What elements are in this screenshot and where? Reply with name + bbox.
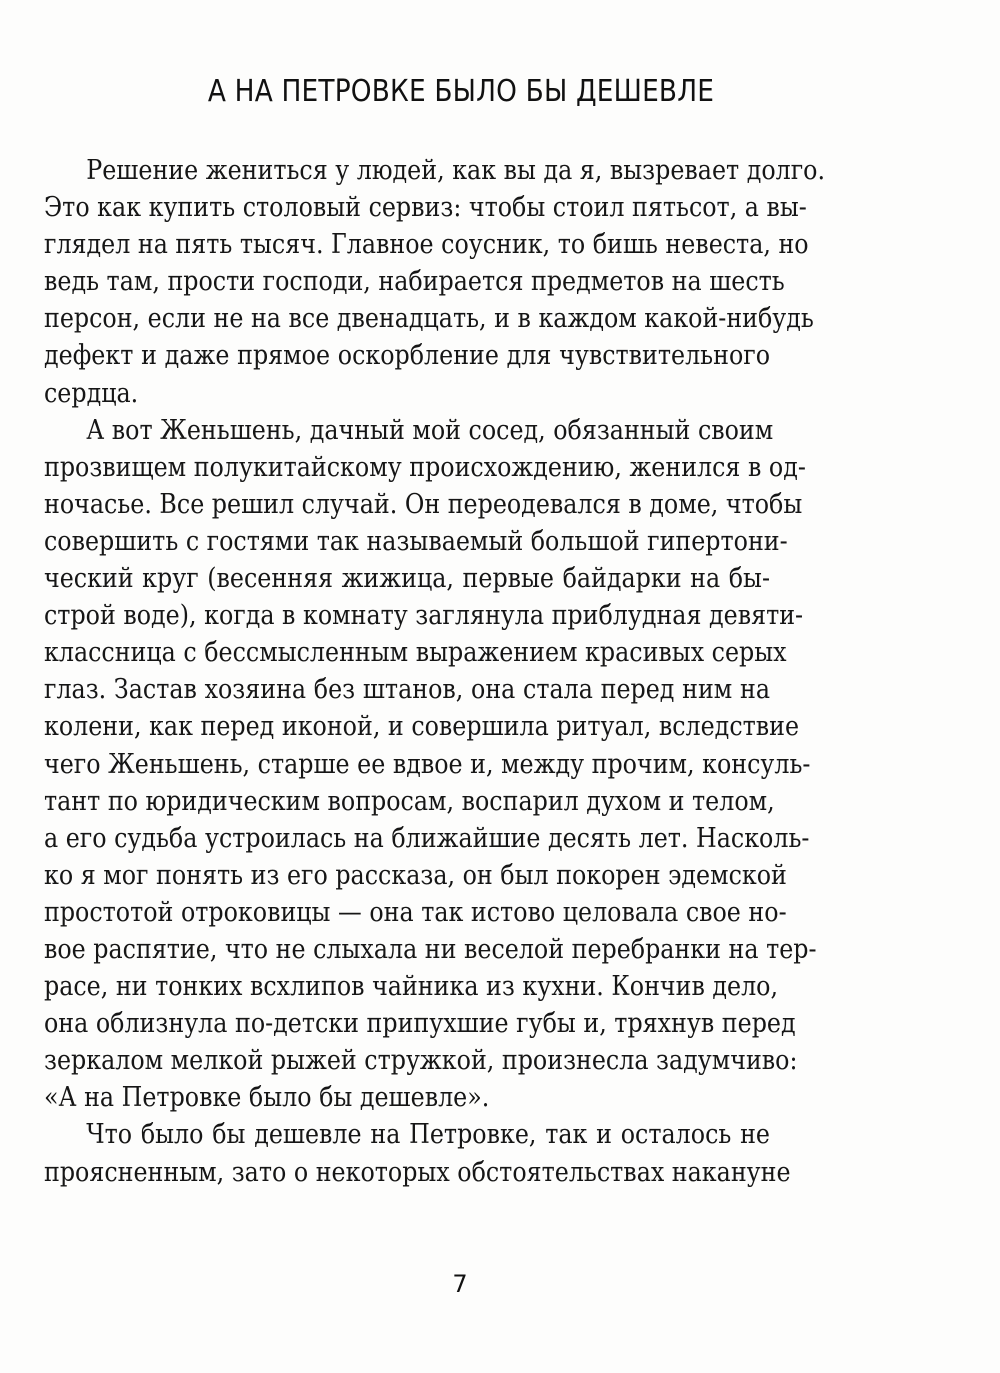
text-line: колени, как перед иконой, и совершила ритуал, вследствие	[44, 711, 800, 743]
page-number: 7	[452, 1270, 468, 1298]
text-line: зеркалом мелкой рыжей стружкой, произнесла задумчиво:	[44, 1045, 798, 1077]
text-line: ведь там, прости господи, набирается предметов на шесть	[44, 266, 785, 298]
text-line: дефект и даже прямое оскорбление для чувствительного	[44, 340, 770, 372]
text-line: персон, если не на все двенадцать, и в каждом какой-нибудь	[44, 303, 814, 335]
text-line: классница с бессмысленным выражением красивых серых	[44, 637, 787, 669]
text-line: ночасье. Все решил случай. Он переодевался в доме, чтобы	[44, 488, 803, 520]
text-line: А вот Женьшень, дачный мой сосед, обязанный своим	[86, 414, 774, 446]
text-line: проясненным, зато о некоторых обстоятельствах накануне	[44, 1156, 791, 1188]
text-line: вое распятие, что не слыхала ни веселой перебранки на тер-	[44, 933, 817, 965]
text-line: прозвищем полукитайскому происхождению, женился в од-	[44, 451, 806, 483]
text-line: глаз. Застав хозяина без штанов, она стала перед ним на	[44, 674, 770, 706]
body-text	[44, 152, 826, 1191]
text-line: тант по юридическим вопросам, воспарил духом и телом,	[44, 785, 775, 817]
text-line: совершить с гостями так называемый большой гипертони-	[44, 525, 788, 557]
text-line: Решение жениться у людей, как вы да я, вызревает долго.	[86, 155, 826, 186]
chapter-title: А НА ПЕТРОВКЕ БЫЛО БЫ ДЕШЕВЛЕ	[207, 74, 715, 109]
text-line: ческий круг (весенняя жижица, первые байдарки на бы-	[44, 563, 770, 595]
text-line: строй воде), когда в комнату заглянула приблудная девяти-	[44, 600, 804, 632]
text-line: Это как купить столовый сервиз: чтобы стоил пятьсот, а вы-	[44, 192, 807, 224]
text-line: а его судьба устроилась на ближайшие десять лет. Насколь-	[44, 822, 810, 854]
text-line: сердца.	[44, 377, 139, 409]
text-line: ко я мог понять из его рассказа, он был покорен эдемской	[44, 859, 787, 891]
text-line: она облизнула по-детски припухшие губы и, тряхнув перед	[44, 1008, 796, 1040]
text-line: расе, ни тонких всхлипов чайника из кухни. Кончив дело,	[44, 971, 779, 1003]
text-line: простотой отроковицы — она так истово целовала свое но-	[44, 896, 787, 928]
text-line: Что было бы дешевле на Петровке, так и осталось не	[86, 1119, 771, 1151]
text-line: глядел на пять тысяч. Главное соусник, то бишь невеста, но	[44, 229, 809, 261]
text-line: «А на Петровке было бы дешевле».	[44, 1082, 490, 1114]
text-line: чего Женьшень, старше ее вдвое и, между прочим, консуль-	[44, 748, 811, 780]
